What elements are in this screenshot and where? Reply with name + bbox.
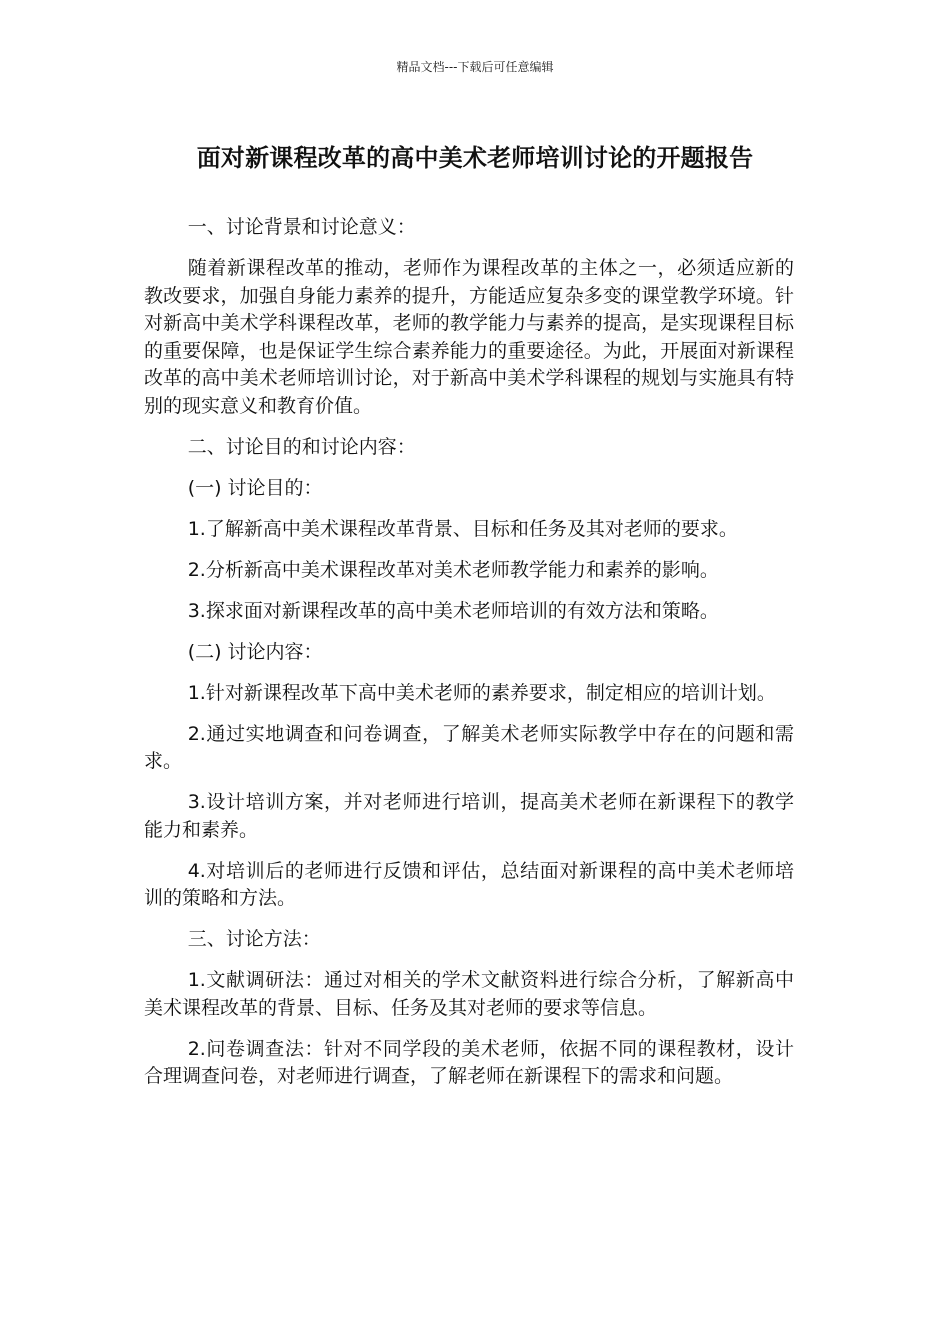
list-item-content-3: 3.设计培训方案，并对老师进行培训，提高美术老师在新课程下的教学能力和素养。 bbox=[144, 791, 794, 841]
page-header: 精品文档---下载后可任意编辑 bbox=[396, 60, 554, 74]
document-title: 面对新课程改革的高中美术老师培训讨论的开题报告 bbox=[196, 144, 754, 172]
subheading-content: (二) 讨论内容： bbox=[187, 640, 323, 663]
paragraph-background: 随着新课程改革的推动，老师作为课程改革的主体之一，必须适应新的教改要求，加强自身能力素养的提升，方能适应复杂多变的课堂教学环境。针对新高中美术学科课程改革，老师的教学能力与素养的提高，是实现课程目标的重要保障，也是保证学生综合素养能力的重要途径。为此，开展面对新课程改革的高中美术老师培训讨论，对于新高中美术学科课程的规划与实施具有特别的现实意义和教育价值。 bbox=[144, 257, 794, 417]
section-heading-methods: 三、讨论方法： bbox=[187, 928, 321, 950]
section-heading-purpose-content: 二、讨论目的和讨论内容： bbox=[187, 435, 416, 458]
list-item-content-4: 4.对培训后的老师进行反馈和评估，总结面对新课程的高中美术老师培训的策略和方法。 bbox=[144, 859, 794, 909]
list-item-purpose-1: 1.了解新高中美术课程改革背景、目标和任务及其对老师的要求。 bbox=[187, 517, 738, 540]
list-item-method-2: 2.问卷调查法：针对不同学段的美术老师，依据不同的课程教材，设计合理调查问卷，对老师进行调查，了解老师在新课程下的需求和问题。 bbox=[144, 1037, 794, 1087]
section-heading-background: 一、讨论背景和讨论意义： bbox=[187, 216, 416, 238]
list-item-purpose-3: 3.探求面对新课程改革的高中美术老师培训的有效方法和策略。 bbox=[187, 599, 719, 622]
list-item-content-1: 1.针对新课程改革下高中美术老师的素养要求，制定相应的培训计划。 bbox=[187, 681, 776, 704]
list-item-purpose-2: 2.分析新高中美术课程改革对美术老师教学能力和素养的影响。 bbox=[187, 558, 719, 581]
subheading-purpose: (一) 讨论目的： bbox=[187, 476, 323, 499]
list-item-content-2: 2.通过实地调查和问卷调查，了解美术老师实际教学中存在的问题和需求。 bbox=[144, 722, 794, 772]
list-item-method-1: 1.文献调研法：通过对相关的学术文献资料进行综合分析，了解新高中美术课程改革的背景、目标、任务及其对老师的要求等信息。 bbox=[144, 969, 794, 1019]
document-body bbox=[144, 214, 794, 1104]
